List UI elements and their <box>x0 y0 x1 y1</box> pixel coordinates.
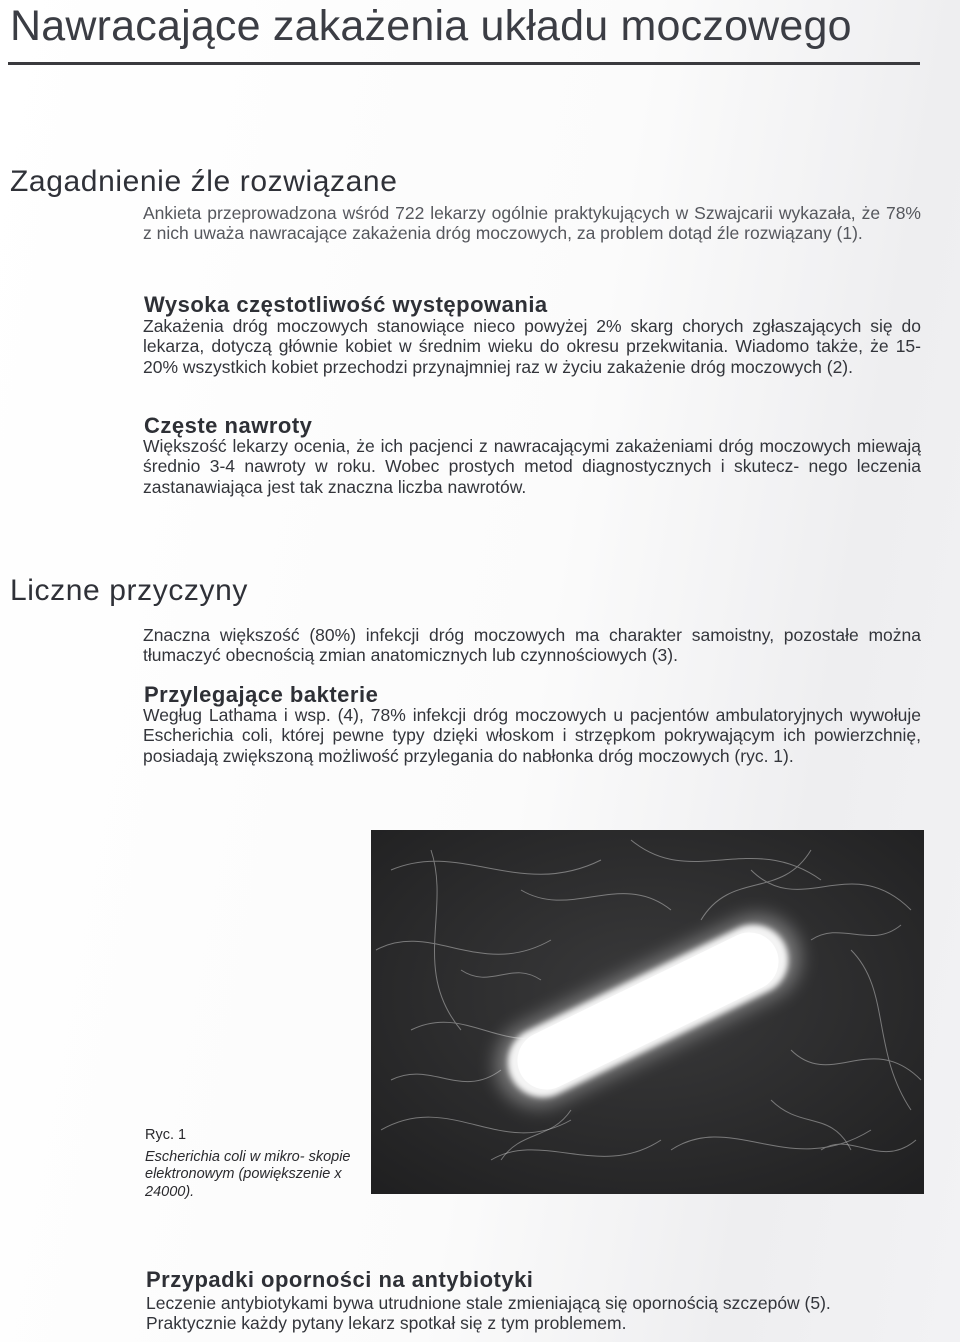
subsection-text-recurrence: Większość lekarzy ocenia, że ich pacjenci z nawracającymi zakażeniami dróg moczowych miewają średnio 3-4 nawroty w roku. Wobec prostych metod diagnostycznych i skutecz- nego leczenia zastanawiająca jest tak znaczna liczba nawrotów. <box>143 436 921 497</box>
title-divider <box>8 62 920 65</box>
section-heading-problem: Zagadnienie źle rozwiązane <box>10 165 398 198</box>
document-title: Nawracające zakażenia układu moczowego <box>10 2 852 50</box>
section-intro-problem: Ankieta przeprowadzona wśród 722 lekarzy ogólnie praktykujących w Szwajcarii wykazała, że 78% z nich uważa nawracające zakażenia dróg moczowych, za problem dotąd źle rozwiązany (1). <box>143 203 921 244</box>
subsection-text-frequency: Zakażenia dróg moczowych stanowiące nieco powyżej 2% skarg chorych zgłaszających się do lekarza, dotyczą głównie kobiet w średnim wieku do okresu przekwitania. Wiadomo także, że 15-20% wszystkich kobiet przechodzi przynajmniej raz w życiu zakażenie dróg moczowych (2). <box>143 316 921 377</box>
ecoli-micrograph <box>371 830 924 1194</box>
subsection-text-adhesion: Wegług Lathama i wsp. (4), 78% infekcji dróg moczowych u pacjentów ambulatoryjnych wywołuje Escherichia coli, której pewne typy dzięki włoskom i strzępkom pokrywającym ich powierzchnię, posiadają zwiększoną możliwość przylegania do nabłonka dróg moczowych (ryc. 1). <box>143 705 921 766</box>
figure-description: Escherichia coli w mikro- skopie elektronowym (powiększenie x 24000). <box>145 1148 351 1200</box>
subsection-heading-frequency: Wysoka częstotliwość występowania <box>144 292 548 317</box>
section-intro-causes: Znaczna większość (80%) infekcji dróg moczowych ma charakter samoistny, pozostałe można tłumaczyć obecnością zmian anatomicznych lub czynnościowych (3). <box>143 625 921 666</box>
subsection-heading-recurrence: Częste nawroty <box>144 413 313 438</box>
subsection-text-resistance: Leczenie antybiotykami bywa utrudnione stale zmieniającą się opornością szczepów (5). Praktycznie każdy pytany lekarz spotkał się z tym problemem. <box>146 1293 831 1334</box>
subsection-heading-resistance: Przypadki oporności na antybiotyki <box>146 1267 534 1292</box>
figure-caption <box>145 1127 355 1201</box>
figure-number: Ryc. 1 <box>145 1127 187 1143</box>
subsection-heading-adhesion: Przylegające bakterie <box>144 682 379 707</box>
section-heading-causes: Liczne przyczyny <box>10 574 249 607</box>
